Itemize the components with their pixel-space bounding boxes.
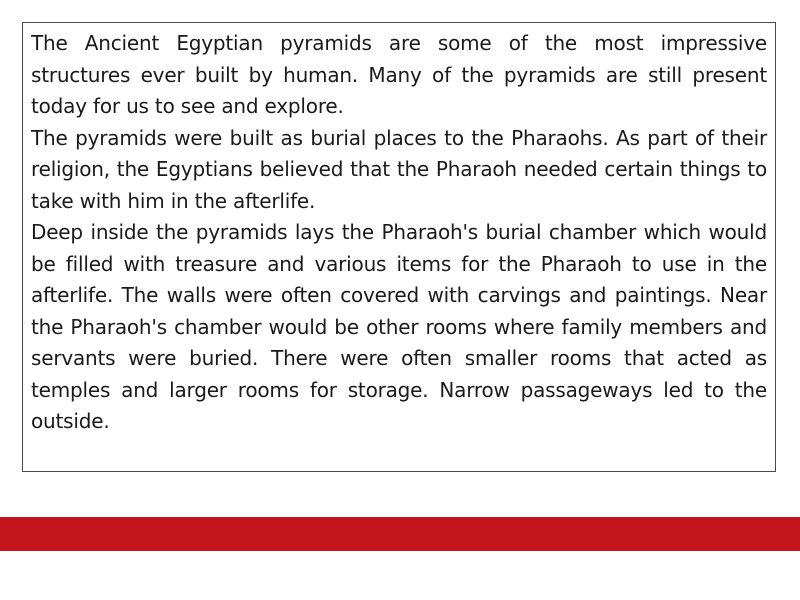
paragraph-chamber: Deep inside the pyramids lays the Pharaoh's burial chamber which would be filled with treasure and various items for the Pharaoh to use in the afterlife. The walls were often covered with carvings and paintings. Near the Pharaoh's chamber would be other rooms where family members and servants were buried. There were often smaller rooms that acted as temples and larger rooms for storage. Narrow passageways led to the outside. [31, 220, 767, 433]
paragraph-intro: The Ancient Egyptian pyramids are some of the most impressive structures ever built by human. Many of the pyramids are still present today for us to see and explore. [31, 31, 767, 118]
text-box [22, 22, 776, 472]
red-footer-band [0, 517, 800, 551]
paragraph-burial: The pyramids were built as burial places to the Pharaohs. As part of their religion, the Egyptians believed that the Pharaoh needed certain things to take with him in the afterlife. [31, 125, 767, 213]
